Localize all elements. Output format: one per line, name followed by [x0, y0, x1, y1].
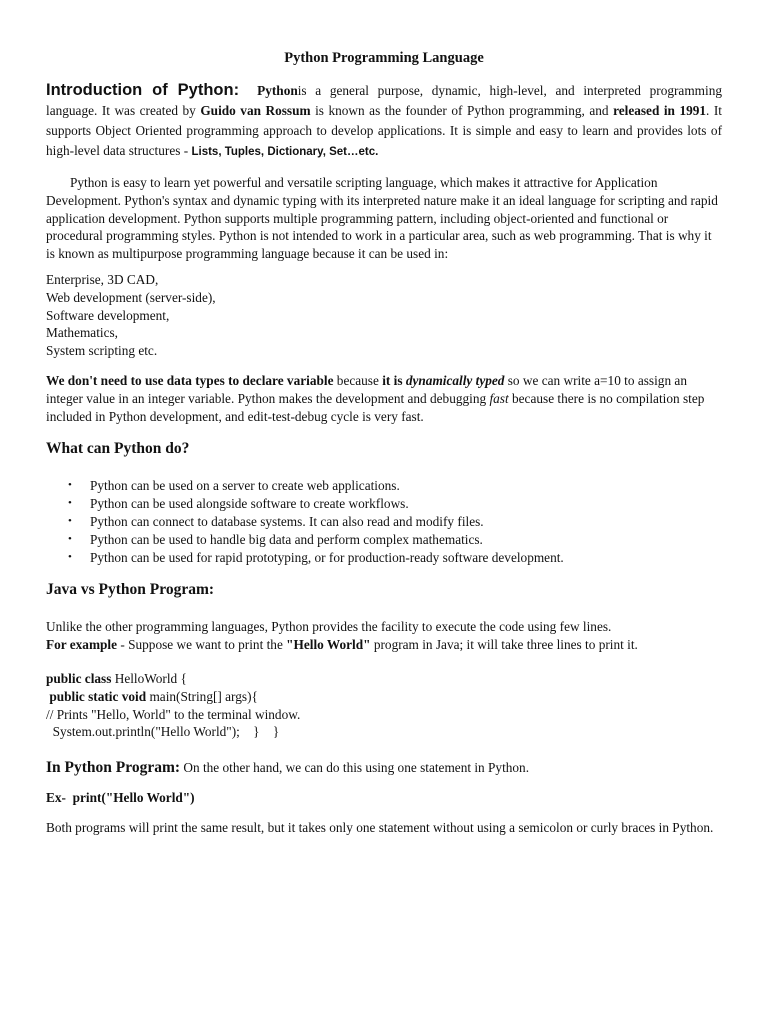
typing-paragraph: [46, 372, 722, 425]
guido-name: Guido van Rossum: [200, 103, 311, 118]
use-item: Software development,: [46, 307, 170, 323]
java-line-1: Unlike the other programming languages, Python provides the facility to execute the code using few lines.: [46, 619, 612, 635]
use-item: Mathematics,: [46, 325, 119, 341]
list-item: [68, 513, 722, 531]
use-item: Enterprise, 3D CAD,: [46, 271, 159, 287]
java-vs-python-heading: Java vs Python Program:: [46, 581, 215, 599]
java-text-2: program in Java; it will take three lines to print it.: [370, 637, 638, 653]
code-keyword: public static void: [46, 688, 147, 704]
code-line: [46, 688, 722, 706]
what-heading: What can Python do?: [46, 440, 190, 458]
java-paragraph: [46, 618, 722, 654]
intro-text-1: is a general purpose, dynamic, high-level, and interpreted programming language. It was created by: [46, 83, 722, 118]
list-item-text: Python can be used for rapid prototyping, or for production-ready software development.: [90, 549, 564, 565]
code-line: System.out.println("Hello World"); } }: [46, 724, 280, 740]
release-year: released in 1991: [613, 103, 707, 118]
python-bold: Python: [257, 83, 298, 98]
typing-text-3: because there is no compilation step included in Python development, and edit-test-debug cycle is very fast.: [46, 390, 705, 424]
code-keyword: public class: [46, 670, 112, 686]
code-line: [46, 670, 722, 688]
list-item: [68, 549, 722, 567]
code-text: HelloWorld {: [111, 670, 187, 686]
typing-text-2: so we can write a=10 to assign an integer value in an integer variable. Python makes the development and debugging: [46, 372, 687, 406]
python-program-heading: In Python Program:: [46, 759, 181, 777]
for-example-bold: For example: [46, 637, 118, 653]
intro-text-2: is known as the founder of Python programming, and: [310, 103, 614, 118]
java-text-1: - Suppose we want to print the: [117, 637, 287, 653]
bullet-icon: •: [68, 497, 72, 510]
bullet-icon: •: [68, 479, 72, 492]
typing-bold-2: it is: [382, 372, 406, 388]
fast-italic: fast: [489, 390, 509, 406]
typing-text-1: because: [333, 372, 383, 388]
java-code-block: [46, 670, 722, 741]
list-item: [68, 495, 722, 513]
list-item-text: Python can be used alongside software to create workflows.: [90, 496, 409, 512]
intro-heading: Introduction of Python:: [46, 81, 240, 99]
use-item: Web development (server-side),: [46, 289, 216, 305]
hello-world-bold: "Hello World": [286, 637, 371, 653]
python-program-text: On the other hand, we can do this using one statement in Python.: [180, 760, 530, 776]
closing-paragraph: Both programs will print the same result, but it takes only one statement without using a semicolon or curly braces in Python.: [46, 819, 714, 835]
list-item-text: Python can be used to handle big data and perform complex mathematics.: [90, 531, 483, 547]
dynamically-typed: dynamically typed: [405, 372, 505, 388]
bullet-icon: •: [68, 532, 72, 545]
code-text: main(String[] args){: [146, 688, 258, 704]
bullet-icon: •: [68, 514, 72, 527]
intro-text-3: . It supports Object Oriented programming approach to develop applications. It is simple and easy to learn and provides lots of high-level data structures -: [46, 103, 722, 158]
data-structures: Lists, Tuples, Dictionary, Set…etc.: [191, 146, 379, 158]
python-program-line: [46, 759, 722, 777]
uses-list: [46, 271, 722, 360]
document-title: Python Programming Language: [284, 50, 484, 66]
document-page: [46, 48, 722, 845]
bullet-icon: •: [68, 550, 72, 563]
list-item: [68, 477, 722, 495]
overview-paragraph: Python is easy to learn yet powerful and versatile scripting language, which makes it attractive for Application Development. Python's syntax and dynamic typing with its interpreted nature make it an ideal language for scripting and rapid application development. Python supports multiple programming pattern, including object-oriented and functional or procedural programming styles. Python is not intended to work in a particular area, such as web programming. That is why it is known as multipurpose programming language because it can be used in:: [46, 175, 718, 262]
list-item-text: Python can be used on a server to create web applications.: [90, 478, 400, 494]
use-item: System scripting etc.: [46, 343, 158, 359]
typing-bold-1: We don't need to use data types to declare variable: [46, 372, 334, 388]
python-example: Ex- print("Hello World"): [46, 789, 195, 805]
list-item: [68, 531, 722, 549]
capabilities-list: [46, 477, 722, 566]
intro-paragraph: [46, 80, 722, 162]
code-line: // Prints "Hello, World" to the terminal window.: [46, 706, 301, 722]
list-item-text: Python can connect to database systems. It can also read and modify files.: [90, 513, 484, 529]
